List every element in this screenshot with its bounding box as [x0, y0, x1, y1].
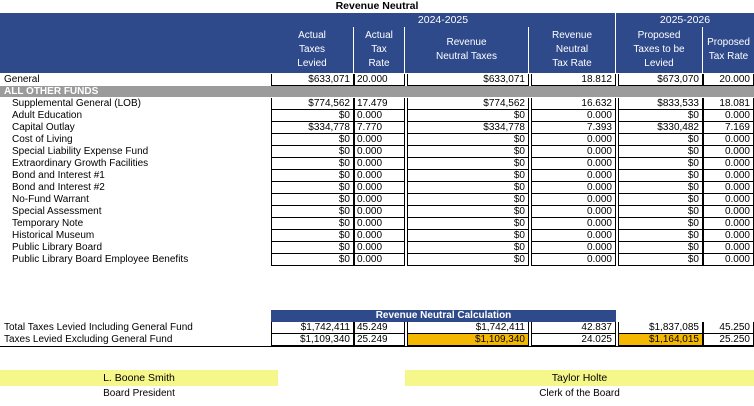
cell-actual-rate: 0.000 — [354, 110, 405, 122]
cell-rn-rate: 0.000 — [531, 254, 616, 266]
cell-rn-taxes: $0 — [407, 170, 529, 182]
report-title: Revenue Neutral — [335, 0, 419, 12]
cell-proposed-rate: 0.000 — [703, 182, 754, 194]
cell-proposed-taxes: $0 — [618, 194, 703, 206]
row-label: Public Library Board Employee Benefits — [12, 254, 189, 265]
calc-bottom-line — [0, 346, 754, 347]
row-label: No-Fund Warrant — [12, 194, 89, 205]
cell-proposed-taxes: $0 — [618, 134, 703, 146]
cell-actual-taxes: $633,071 — [271, 74, 354, 86]
cell-proposed-taxes: $0 — [618, 110, 703, 122]
cell-actual-rate: 0.000 — [354, 242, 405, 254]
cell-actual-taxes: $0 — [271, 134, 354, 146]
cell-actual-rate: 0.000 — [354, 158, 405, 170]
fund-row — [0, 122, 754, 134]
col-actual-rate: Actual Tax Rate — [354, 27, 405, 73]
header-background-left — [0, 13, 271, 73]
fund-row — [0, 254, 754, 266]
cell-actual-rate: 0.000 — [354, 146, 405, 158]
cell-proposed-rate: 0.000 — [703, 110, 754, 122]
cell-actual-taxes: $0 — [271, 254, 354, 266]
col-proposed-rate: Proposed Tax Rate — [703, 27, 754, 73]
cell-rn-taxes: $0 — [407, 206, 529, 218]
cell-rn-rate: 0.000 — [531, 170, 616, 182]
cell-proposed-taxes: $0 — [618, 206, 703, 218]
fund-row — [0, 110, 754, 122]
cell-proposed-taxes: $0 — [618, 158, 703, 170]
cell-proposed-rate: 0.000 — [703, 218, 754, 230]
cell-proposed-taxes: $0 — [618, 230, 703, 242]
row-label: Special Assessment — [12, 206, 102, 217]
cell-rn-rate: 24.025 — [531, 334, 616, 346]
cell-rn-rate: 7.393 — [531, 122, 616, 134]
right-signature-name: Taylor Holte — [405, 370, 754, 386]
section-header-other-funds — [0, 86, 754, 97]
cell-rn-rate: 0.000 — [531, 218, 616, 230]
row-label: Supplemental General (LOB) — [12, 98, 141, 109]
col-actual-taxes: Actual Taxes Levied — [271, 27, 354, 73]
cell-rn-rate: 0.000 — [531, 110, 616, 122]
right-signature-title: Clerk of the Board — [539, 388, 620, 399]
cell-actual-taxes: $0 — [271, 230, 354, 242]
cell-actual-rate: 0.000 — [354, 206, 405, 218]
cell-rn-taxes: $0 — [407, 182, 529, 194]
cell-actual-taxes: $0 — [271, 242, 354, 254]
fund-row — [0, 146, 754, 158]
cell-proposed-taxes: $0 — [618, 182, 703, 194]
cell-actual-taxes: $0 — [271, 158, 354, 170]
cell-proposed-taxes: $1,164,015 — [618, 334, 703, 346]
cell-proposed-taxes: $330,482 — [618, 122, 703, 134]
cell-actual-rate: 20.000 — [354, 74, 405, 86]
year-header-2025-2026: 2025-2026 — [616, 13, 754, 27]
fund-row — [0, 134, 754, 146]
cell-actual-taxes: $0 — [271, 206, 354, 218]
cell-actual-rate: 0.000 — [354, 218, 405, 230]
cell-proposed-rate: 0.000 — [703, 206, 754, 218]
cell-actual-taxes: $0 — [271, 170, 354, 182]
cell-actual-taxes: $0 — [271, 182, 354, 194]
row-label: Extraordinary Growth Facilities — [12, 158, 149, 169]
cell-actual-taxes: $0 — [271, 194, 354, 206]
cell-proposed-rate: 0.000 — [703, 134, 754, 146]
cell-actual-taxes: $0 — [271, 218, 354, 230]
cell-rn-taxes: $0 — [407, 254, 529, 266]
row-label: Adult Education — [12, 110, 83, 121]
calc-row — [0, 334, 754, 346]
year-header-2024-2025: 2024-2025 — [271, 13, 616, 27]
fund-row — [0, 194, 754, 206]
cell-proposed-taxes: $0 — [618, 146, 703, 158]
cell-rn-taxes: $1,109,340 — [407, 334, 529, 346]
cell-rn-taxes: $0 — [407, 146, 529, 158]
row-label: Capital Outlay — [12, 122, 75, 133]
row-label: Bond and Interest #1 — [12, 170, 105, 181]
cell-rn-taxes: $0 — [407, 242, 529, 254]
fund-row — [0, 158, 754, 170]
cell-rn-rate: 0.000 — [531, 182, 616, 194]
cell-proposed-taxes: $0 — [618, 218, 703, 230]
general-row — [0, 74, 754, 86]
cell-rn-rate: 0.000 — [531, 206, 616, 218]
cell-rn-taxes: $0 — [407, 110, 529, 122]
cell-proposed-rate: 0.000 — [703, 230, 754, 242]
cell-proposed-rate: 0.000 — [703, 158, 754, 170]
left-signature-title: Board President — [103, 388, 175, 399]
cell-actual-rate: 0.000 — [354, 254, 405, 266]
cell-actual-rate: 45.249 — [354, 322, 405, 334]
cell-proposed-taxes: $0 — [618, 170, 703, 182]
cell-rn-taxes: $0 — [407, 194, 529, 206]
cell-proposed-rate: 0.000 — [703, 194, 754, 206]
col-rn-taxes: Revenue Neutral Taxes — [405, 27, 529, 73]
cell-actual-rate: 0.000 — [354, 182, 405, 194]
cell-proposed-rate: 25.250 — [703, 334, 754, 346]
fund-row — [0, 182, 754, 194]
row-label: Public Library Board — [12, 242, 103, 253]
row-label: Temporary Note — [12, 218, 84, 229]
cell-proposed-taxes: $673,070 — [618, 74, 703, 86]
cell-proposed-rate: 0.000 — [703, 170, 754, 182]
cell-rn-rate: 0.000 — [531, 194, 616, 206]
fund-row — [0, 206, 754, 218]
cell-rn-rate: 18.812 — [531, 74, 616, 86]
cell-actual-rate: 0.000 — [354, 134, 405, 146]
cell-actual-rate: 25.249 — [354, 334, 405, 346]
cell-rn-rate: 16.632 — [531, 98, 616, 110]
cell-proposed-rate: 0.000 — [703, 254, 754, 266]
cell-proposed-rate: 20.000 — [703, 74, 754, 86]
cell-rn-rate: 0.000 — [531, 242, 616, 254]
cell-rn-rate: 0.000 — [531, 230, 616, 242]
cell-actual-rate: 7.770 — [354, 122, 405, 134]
col-proposed-taxes: Proposed Taxes to be Levied — [616, 27, 703, 73]
left-signature-name: L. Boone Smith — [0, 370, 278, 386]
cell-proposed-rate: 7.169 — [703, 122, 754, 134]
fund-row — [0, 218, 754, 230]
cell-actual-taxes: $334,778 — [271, 122, 354, 134]
section-label: ALL OTHER FUNDS — [4, 86, 99, 97]
fund-row — [0, 230, 754, 242]
cell-rn-rate: 42.837 — [531, 322, 616, 334]
cell-proposed-taxes: $0 — [618, 254, 703, 266]
row-label: Bond and Interest #2 — [12, 182, 105, 193]
cell-rn-taxes: $774,562 — [407, 98, 529, 110]
cell-actual-taxes: $1,742,411 — [271, 322, 354, 334]
cell-actual-rate: 0.000 — [354, 230, 405, 242]
fund-row — [0, 242, 754, 254]
cell-proposed-taxes: $0 — [618, 242, 703, 254]
cell-proposed-taxes: $833,533 — [618, 98, 703, 110]
fund-row — [0, 170, 754, 182]
cell-rn-taxes: $1,742,411 — [407, 322, 529, 334]
cell-actual-taxes: $0 — [271, 146, 354, 158]
cell-proposed-rate: 45.250 — [703, 322, 754, 334]
cell-rn-taxes: $633,071 — [407, 74, 529, 86]
row-label: General — [4, 74, 40, 85]
cell-actual-taxes: $774,562 — [271, 98, 354, 110]
calc-row — [0, 322, 754, 334]
cell-actual-rate: 0.000 — [354, 194, 405, 206]
fund-row — [0, 98, 754, 110]
calc-title: Revenue Neutral Calculation — [271, 310, 616, 322]
cell-actual-taxes: $0 — [271, 110, 354, 122]
cell-proposed-rate: 0.000 — [703, 242, 754, 254]
cell-rn-rate: 0.000 — [531, 146, 616, 158]
row-label: Historical Museum — [12, 230, 95, 241]
cell-proposed-taxes: $1,837,085 — [618, 322, 703, 334]
cell-rn-taxes: $0 — [407, 134, 529, 146]
cell-proposed-rate: 0.000 — [703, 146, 754, 158]
cell-rn-rate: 0.000 — [531, 158, 616, 170]
row-label: Cost of Living — [12, 134, 73, 145]
row-label: Total Taxes Levied Including General Fund — [4, 322, 193, 333]
cell-rn-taxes: $0 — [407, 230, 529, 242]
cell-rn-taxes: $0 — [407, 158, 529, 170]
cell-rn-taxes: $334,778 — [407, 122, 529, 134]
cell-proposed-rate: 18.081 — [703, 98, 754, 110]
cell-rn-taxes: $0 — [407, 218, 529, 230]
cell-actual-rate: 17.479 — [354, 98, 405, 110]
cell-actual-taxes: $1,109,340 — [271, 334, 354, 346]
cell-rn-rate: 0.000 — [531, 134, 616, 146]
cell-actual-rate: 0.000 — [354, 170, 405, 182]
row-label: Taxes Levied Excluding General Fund — [4, 334, 173, 345]
col-rn-rate: Revenue Neutral Tax Rate — [529, 27, 616, 73]
row-label: Special Liability Expense Fund — [12, 146, 149, 157]
